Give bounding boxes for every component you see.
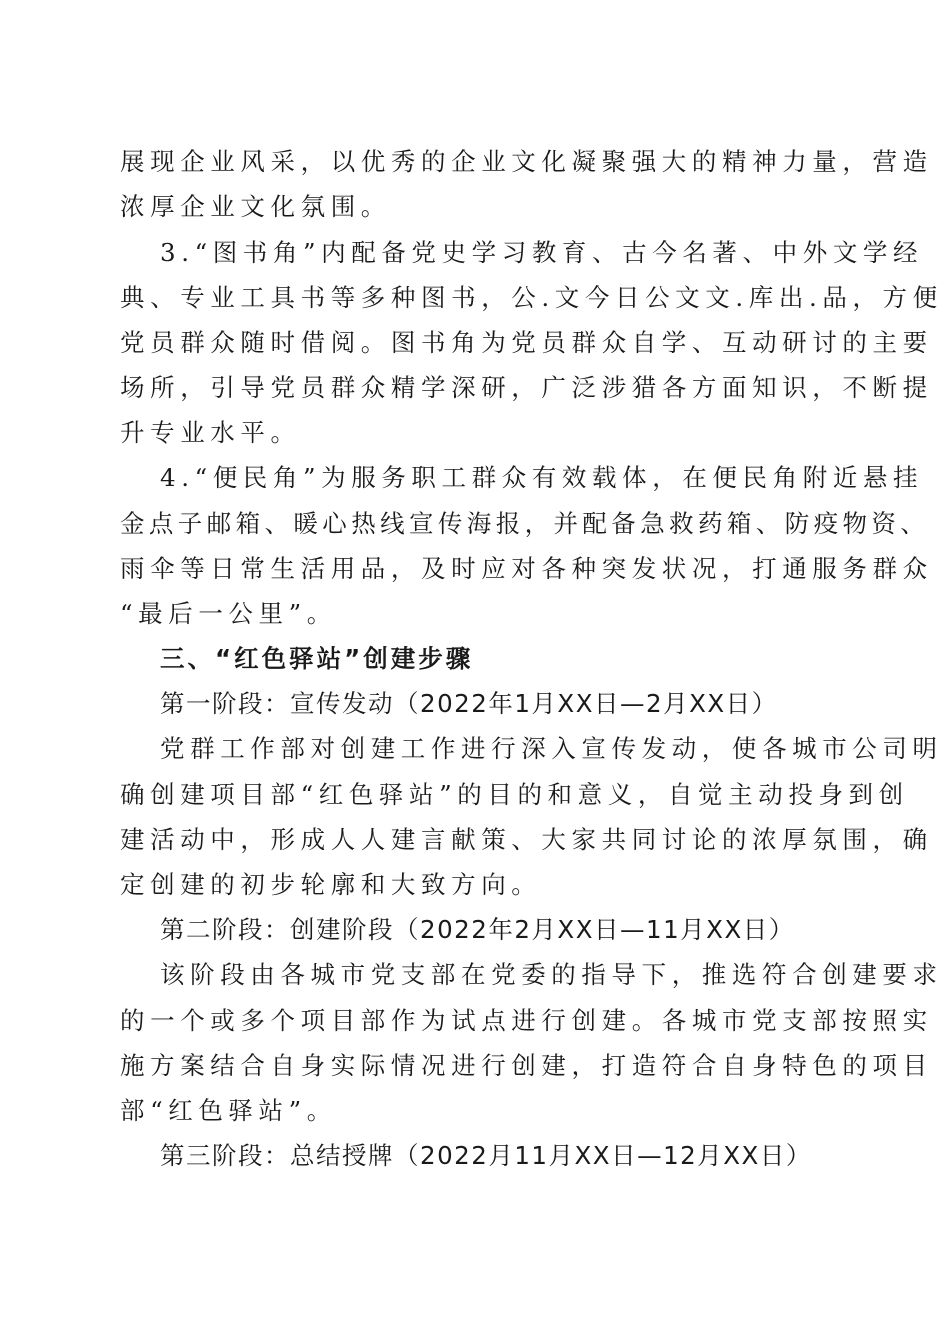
paragraph-line: 党群工作部对创建工作进行深入宣传发动，使各城市公司明 xyxy=(160,734,943,763)
stage-heading: 第二阶段：创建阶段（2022年2月XX日—11月XX日） xyxy=(160,915,795,944)
paragraph-line: 金点子邮箱、暖心热线宣传海报，并配备急救药箱、防疫物资、 xyxy=(120,509,930,538)
paragraph-line: 部“红色驿站”。 xyxy=(120,1096,337,1125)
paragraph-line: 雨伞等日常生活用品，及时应对各种突发状况，打通服务群众 xyxy=(120,554,933,583)
paragraph-line: 4.“便民角”为服务职工群众有效载体，在便民角附近悬挂 xyxy=(160,463,924,492)
paragraph-line: 的一个或多个项目部作为试点进行创建。各城市党支部按照实 xyxy=(120,1006,933,1035)
paragraph-line: 场所，引导党员群众精学深研，广泛涉猎各方面知识，不断提 xyxy=(120,373,933,402)
paragraph-line: 展现企业风采，以优秀的企业文化凝聚强大的精神力量，营造 xyxy=(120,147,933,176)
stage-heading: 第三阶段：总结授牌（2022月11月XX日—12月XX日） xyxy=(160,1141,812,1170)
section-heading: 三、“红色驿站”创建步骤 xyxy=(160,644,474,673)
paragraph-line: 升专业水平。 xyxy=(120,418,301,447)
paragraph-line: 浓厚企业文化氛围。 xyxy=(120,192,391,221)
paragraph-line: 定创建的初步轮廓和大致方向。 xyxy=(120,870,542,899)
paragraph-line: 确创建项目部“红色驿站”的目的和意义，自觉主动投身到创 xyxy=(120,780,909,809)
stage-heading: 第一阶段：宣传发动（2022年1月XX日—2月XX日） xyxy=(160,689,778,718)
paragraph-line: 该阶段由各城市党支部在党委的指导下，推选符合创建要求 xyxy=(160,960,943,989)
paragraph-line: 典、专业工具书等多种图书，公.文今日公文文.库出.品，方便 xyxy=(120,283,943,312)
paragraph-line: 3.“图书角”内配备党史学习教育、古今名著、中外文学经 xyxy=(160,238,924,267)
paragraph-line: 党员群众随时借阅。图书角为党员群众自学、互动研讨的主要 xyxy=(120,328,933,357)
paragraph-line: 施方案结合自身实际情况进行创建，打造符合自身特色的项目 xyxy=(120,1051,933,1080)
paragraph-line: 建活动中，形成人人建言献策、大家共同讨论的浓厚氛围，确 xyxy=(120,825,933,854)
paragraph-line: “最后一公里”。 xyxy=(120,599,337,628)
